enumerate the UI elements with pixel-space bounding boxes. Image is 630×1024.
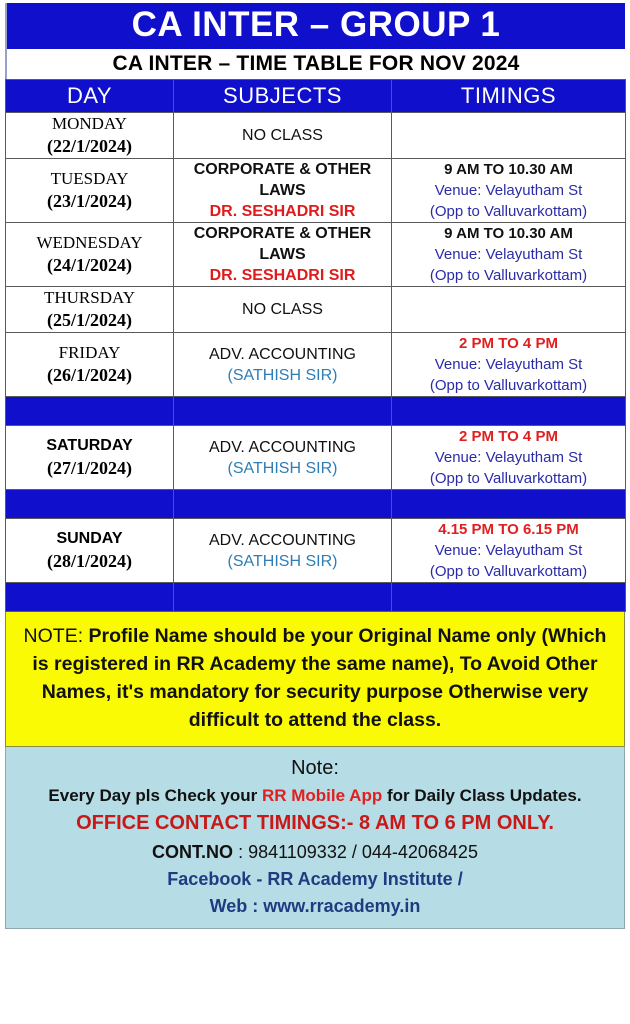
subject-label: NO CLASS — [242, 127, 323, 144]
separator-cell — [174, 583, 392, 612]
day-date: (25/1/2024) — [47, 310, 132, 330]
separator-cell — [174, 397, 392, 426]
mobile-app-suffix: for Daily Class Updates. — [382, 786, 582, 805]
separator-cell — [6, 490, 174, 519]
mobile-app-prefix: Every Day pls Check your — [48, 786, 262, 805]
subject-label: CORPORATE & OTHER LAWS — [193, 161, 372, 199]
timing-cell — [392, 223, 626, 287]
subject-cell — [174, 113, 392, 159]
subject-label: ADV. ACCOUNTING — [209, 531, 356, 549]
day-cell — [6, 223, 174, 287]
subject-label: CORPORATE & OTHER LAWS — [193, 225, 372, 263]
timing-cell — [392, 426, 626, 490]
separator-cell — [392, 490, 626, 519]
faculty-label: (SATHISH SIR) — [227, 459, 338, 477]
timing-label: 2 PM TO 4 PM — [459, 428, 558, 445]
timetable — [5, 79, 626, 612]
day-date: (22/1/2024) — [47, 136, 132, 156]
venue-line-2: (Opp to Valluvarkottam) — [429, 470, 588, 487]
day-label: SUNDAY — [56, 530, 123, 547]
yellow-note — [5, 612, 625, 747]
venue-line-2: (Opp to Valluvarkottam) — [429, 203, 588, 220]
column-header-timings: TIMINGS — [392, 80, 626, 113]
row-separator — [6, 490, 626, 519]
facebook-line: Facebook - RR Academy Institute / — [167, 869, 463, 889]
day-date: (23/1/2024) — [47, 191, 132, 211]
day-date: (24/1/2024) — [47, 255, 132, 275]
timing-label: 9 AM TO 10.30 AM — [444, 225, 573, 242]
day-label: TUESDAY — [50, 169, 129, 188]
poster-subtitle: CA INTER – TIME TABLE FOR NOV 2024 — [5, 49, 625, 79]
subject-cell — [174, 223, 392, 287]
subject-cell — [174, 519, 392, 583]
yellow-note-label: NOTE: — [23, 625, 84, 647]
subject-cell — [174, 159, 392, 223]
poster-title: CA INTER – GROUP 1 — [5, 3, 625, 49]
timing-cell — [392, 159, 626, 223]
venue-line-1: Venue: Velayutham St — [434, 356, 583, 373]
venue-line-2: (Opp to Valluvarkottam) — [429, 563, 588, 580]
venue-line-1: Venue: Velayutham St — [434, 246, 583, 263]
day-cell — [6, 519, 174, 583]
subject-label: NO CLASS — [242, 301, 323, 318]
venue-line-2: (Opp to Valluvarkottam) — [429, 267, 588, 284]
subject-label: ADV. ACCOUNTING — [209, 345, 356, 363]
contact-label: CONT.NO — [152, 842, 234, 862]
contact-value: : 9841109332 / 044-42068425 — [238, 842, 478, 862]
blue-note-title: Note: — [291, 757, 339, 779]
table-row — [6, 223, 626, 287]
day-cell — [6, 333, 174, 397]
separator-cell — [392, 397, 626, 426]
day-date: (27/1/2024) — [47, 458, 132, 478]
table-row — [6, 113, 626, 159]
subject-label: ADV. ACCOUNTING — [209, 438, 356, 456]
blue-note — [5, 747, 625, 929]
column-header-day: DAY — [6, 80, 174, 113]
day-cell — [6, 113, 174, 159]
venue-line-1: Venue: Velayutham St — [434, 449, 583, 466]
day-label: FRIDAY — [58, 343, 121, 362]
timing-label: 4.15 PM TO 6.15 PM — [438, 521, 579, 538]
contact-line — [16, 838, 614, 866]
mobile-app-line — [16, 783, 614, 809]
timing-label: 9 AM TO 10.30 AM — [444, 161, 573, 178]
table-row — [6, 287, 626, 333]
mobile-app-highlight: RR Mobile App — [261, 786, 383, 805]
day-date: (26/1/2024) — [47, 365, 132, 385]
day-label: THURSDAY — [43, 288, 135, 307]
venue-line-1: Venue: Velayutham St — [434, 182, 583, 199]
day-label: WEDNESDAY — [36, 233, 143, 252]
timing-cell — [392, 333, 626, 397]
row-separator — [6, 583, 626, 612]
separator-cell — [392, 583, 626, 612]
timetable-body — [6, 113, 626, 612]
day-date: (28/1/2024) — [47, 551, 132, 571]
timing-label: 2 PM TO 4 PM — [459, 335, 558, 352]
yellow-note-body: Profile Name should be your Original Name only (Which is registered in RR Academy the same name), To Avoid Other Names, it's mandatory for security purpose Otherwise very difficult to attend the class. — [32, 625, 607, 731]
faculty-label: (SATHISH SIR) — [227, 552, 338, 570]
table-header-row — [6, 80, 626, 113]
separator-cell — [6, 397, 174, 426]
website-line: Web : www.rracademy.in — [209, 896, 421, 916]
table-row — [6, 519, 626, 583]
faculty-label: (SATHISH SIR) — [227, 366, 338, 384]
timing-cell — [392, 287, 626, 333]
table-row — [6, 333, 626, 397]
day-cell — [6, 287, 174, 333]
venue-line-1: Venue: Velayutham St — [434, 542, 583, 559]
faculty-label: DR. SESHADRI SIR — [209, 203, 356, 220]
subject-cell — [174, 426, 392, 490]
office-timings: OFFICE CONTACT TIMINGS:- 8 AM TO 6 PM ONLY. — [76, 812, 554, 834]
row-separator — [6, 397, 626, 426]
separator-cell — [6, 583, 174, 612]
table-row — [6, 426, 626, 490]
day-cell — [6, 426, 174, 490]
day-cell — [6, 159, 174, 223]
timing-cell — [392, 519, 626, 583]
faculty-label: DR. SESHADRI SIR — [209, 267, 356, 284]
timing-cell — [392, 113, 626, 159]
separator-cell — [174, 490, 392, 519]
column-header-subjects: SUBJECTS — [174, 80, 392, 113]
day-label: SATURDAY — [46, 437, 133, 454]
venue-line-2: (Opp to Valluvarkottam) — [429, 377, 588, 394]
day-label: MONDAY — [52, 114, 127, 133]
table-row — [6, 159, 626, 223]
subject-cell — [174, 333, 392, 397]
subject-cell — [174, 287, 392, 333]
